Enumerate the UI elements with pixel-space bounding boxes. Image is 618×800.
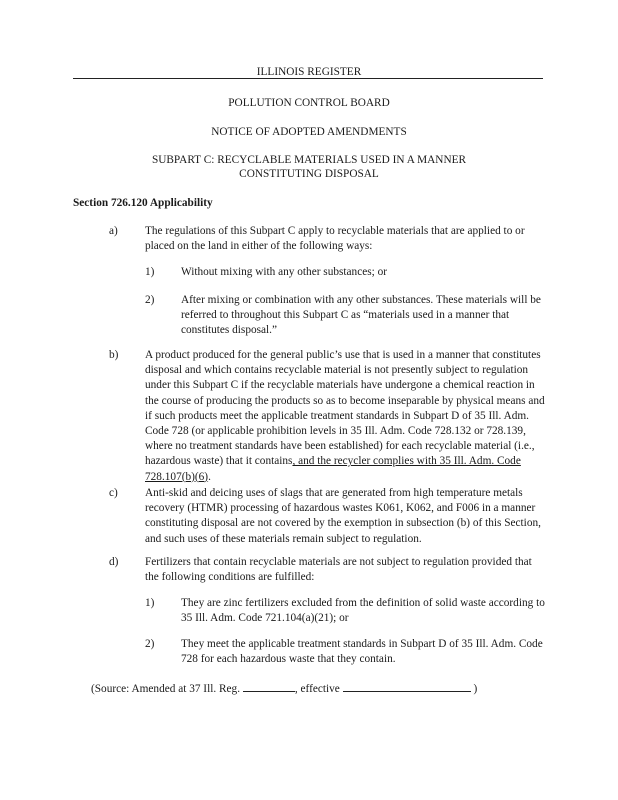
subpart-title-line2: CONSTITUTING DISPOSAL	[239, 168, 379, 180]
item-a-sub1-label: 1)	[145, 266, 155, 278]
item-a-text: The regulations of this Subpart C apply to recyclable materials that are applied to or placed on the land in either of the following ways:	[145, 225, 525, 253]
effective-date-blank	[343, 681, 471, 692]
register-page-blank	[243, 681, 295, 692]
source-line	[91, 681, 477, 697]
item-d-sub2-text: They meet the applicable treatment standards in Subpart D of 35 Ill. Adm. Code 728 for each hazardous waste that they contain.	[181, 638, 543, 666]
item-c-text: Anti-skid and deicing uses of slags that are generated from high temperature metals recovery (HTMR) processing of hazardous wastes K061, K062, and F006 in a manner constituting disposal are not covered by the exemption in subsection (b) of this Section, and such uses of these materials remain subject to regulation.	[145, 487, 541, 545]
subpart-title-line1: SUBPART C: RECYCLABLE MATERIALS USED IN A MANNER	[151, 154, 467, 166]
item-d-label: d)	[109, 556, 119, 568]
board-title: POLLUTION CONTROL BOARD	[228, 97, 390, 109]
item-b-amendment: , and the recycler complies with 35 Ill. Adm. Code 728.107(b)(6)	[145, 455, 521, 483]
item-d-sub1-text: They are zinc fertilizers excluded from the definition of solid waste according to 35 Ill. Adm. Code 721.104(a)(21); or	[181, 597, 545, 625]
item-d-sub1-label: 1)	[145, 597, 155, 609]
item-b-label: b)	[109, 349, 119, 361]
notice-title: NOTICE OF ADOPTED AMENDMENTS	[211, 126, 407, 138]
item-c-label: c)	[109, 487, 118, 499]
item-d-text: Fertilizers that contain recyclable materials are not subject to regulation provided that the following conditions are fulfilled:	[145, 556, 532, 584]
register-title: ILLINOIS REGISTER	[256, 66, 362, 78]
source-prefix: (Source: Amended at 37 Ill. Reg.	[91, 683, 241, 695]
item-d-sub2-label: 2)	[145, 638, 155, 650]
item-a-label: a)	[109, 225, 118, 237]
item-a-sub2-label: 2)	[145, 294, 155, 306]
source-middle: , effective	[294, 683, 340, 695]
header-rule	[73, 78, 543, 79]
source-suffix: )	[473, 683, 478, 695]
section-heading: Section 726.120 Applicability	[73, 197, 213, 209]
item-a-sub2-text: After mixing or combination with any other substances. These materials will be referred to throughout this Subpart C as “materials used in a manner that constitutes disposal.”	[181, 294, 541, 337]
item-b-end: .	[208, 470, 211, 483]
item-b-text	[145, 348, 547, 485]
item-a-sub1-text: Without mixing with any other substances; or	[181, 266, 387, 278]
item-b-body: A product produced for the general public’s use that is used in a manner that constitutes disposal and which contains recyclable material is not presently subject to regulation under this Subpart C if the recyclable materials have undergone a chemical reaction in the course of producing the products so as to become inseparable by physical means and if such products meet the applicable treatment standards in Subpart D of 35 Ill. Adm. Code 728 (or applicable prohibition levels in 35 Ill. Adm. Code 728.132 or 728.139, where no treatment standards have been established) for each recyclable material (i.e., hazardous waste) that it contains	[145, 349, 545, 468]
